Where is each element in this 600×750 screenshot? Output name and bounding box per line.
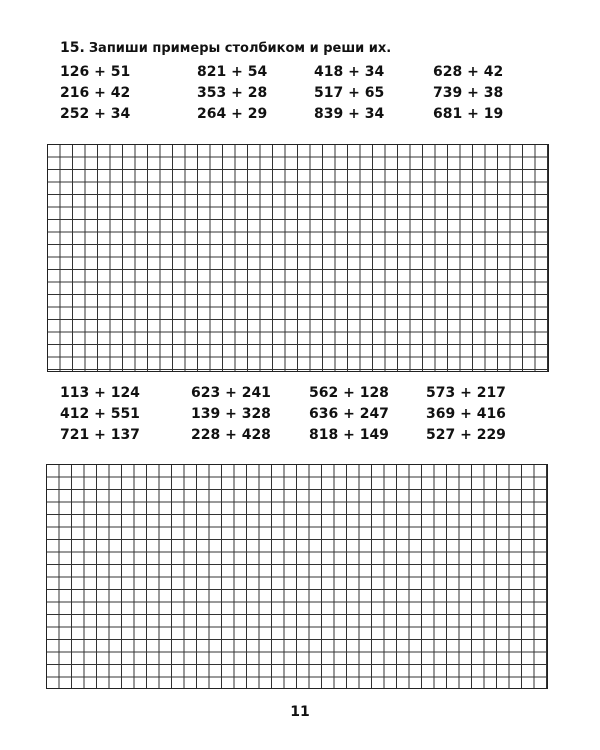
task-instruction: Запиши примеры столбиком и реши их.: [88, 41, 392, 56]
example-expression: 228 + 428: [191, 427, 271, 443]
example-expression: 264 + 29: [197, 106, 268, 122]
example-expression: 562 + 128: [309, 385, 389, 401]
example-expression: 628 + 42: [433, 64, 504, 80]
example-expression: 517 + 65: [314, 85, 385, 101]
example-expression: 139 + 328: [191, 406, 271, 422]
example-expression: 353 + 28: [197, 85, 268, 101]
example-expression: 839 + 34: [314, 106, 385, 122]
answer-grid-2[interactable]: [46, 464, 548, 689]
example-expression: 818 + 149: [309, 427, 389, 443]
example-expression: 527 + 229: [426, 427, 506, 443]
example-expression: 126 + 51: [60, 64, 131, 80]
page-number: 11: [290, 704, 310, 720]
answer-grid-1[interactable]: [47, 144, 549, 372]
example-expression: 252 + 34: [60, 106, 131, 122]
example-expression: 623 + 241: [191, 385, 271, 401]
example-expression: 573 + 217: [426, 385, 506, 401]
example-expression: 636 + 247: [309, 406, 389, 422]
example-expression: 418 + 34: [314, 64, 385, 80]
task-header: [60, 40, 391, 56]
example-expression: 821 + 54: [197, 64, 268, 80]
example-expression: 721 + 137: [60, 427, 140, 443]
task-number: 15.: [60, 40, 85, 56]
example-expression: 369 + 416: [426, 406, 506, 422]
example-expression: 412 + 551: [60, 406, 140, 422]
example-expression: 113 + 124: [60, 385, 140, 401]
example-expression: 681 + 19: [433, 106, 504, 122]
example-expression: 216 + 42: [60, 85, 131, 101]
example-expression: 739 + 38: [433, 85, 504, 101]
